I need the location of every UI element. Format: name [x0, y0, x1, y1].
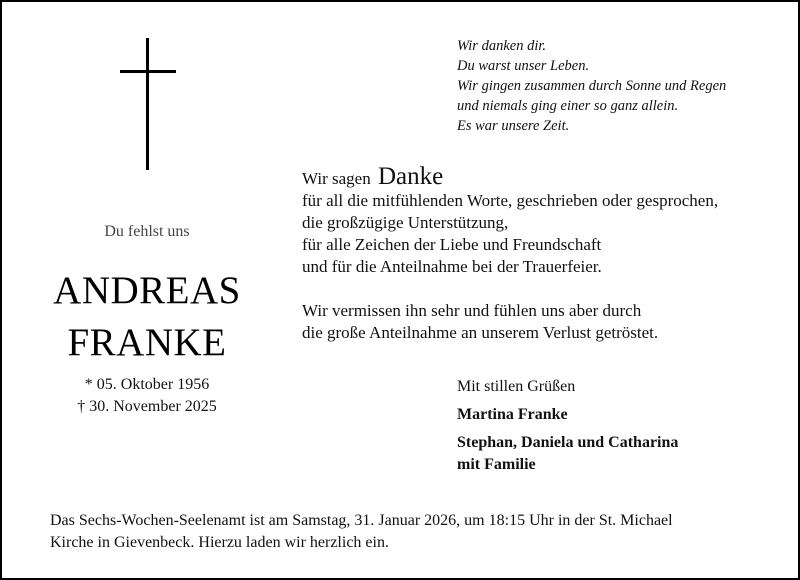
cross-icon	[120, 38, 176, 170]
poem	[457, 36, 726, 136]
death-date: † 30. November 2025	[77, 398, 217, 415]
poem-line: Es war unsere Zeit.	[457, 118, 570, 134]
thanks-line: Wir vermissen ihn sehr und fühlen uns aber durch	[302, 301, 642, 320]
thanks-line: und für die Anteilnahme bei der Trauerfeier.	[302, 257, 602, 276]
thanks-section	[302, 163, 719, 344]
deceased-first-name: ANDREAS	[53, 269, 241, 312]
thanks-line: für alle Zeichen der Liebe und Freundschaft	[302, 235, 602, 254]
notice-line: Kirche in Gievenbeck. Hierzu laden wir herzlich ein.	[50, 534, 389, 551]
thanks-line: die großzügige Unterstützung,	[302, 213, 509, 232]
thanks-intro: Wir sagen	[302, 169, 371, 188]
thanks-heading	[302, 163, 718, 190]
birth-date: * 05. Oktober 1956	[84, 376, 210, 393]
thanks-line: die große Anteilnahme an unserem Verlust getröstet.	[302, 323, 659, 342]
thanks-headline: Danke	[377, 163, 444, 190]
signer-family: mit Familie	[457, 456, 536, 473]
signer-names: Stephan, Daniela und Catharina	[457, 434, 679, 451]
signer-name: Martina Franke	[457, 406, 568, 423]
signature-block	[457, 376, 678, 476]
service-notice	[50, 510, 770, 554]
poem-line: Wir danken dir.	[457, 38, 547, 54]
notice-line: Das Sechs-Wochen-Seelenamt ist am Samstag, 31. Januar 2026, um 18:15 Uhr in der St. Michael	[50, 512, 673, 529]
poem-line: Du warst unser Leben.	[457, 58, 590, 74]
thanks-paragraph-2	[302, 300, 718, 344]
life-dates	[42, 374, 252, 418]
tagline: Du fehlst uns	[104, 223, 190, 240]
deceased-last-name: FRANKE	[67, 321, 227, 364]
greeting: Mit stillen Grüßen	[457, 378, 576, 395]
thanks-line: für all die mitfühlenden Worte, geschrieben oder gesprochen,	[302, 191, 719, 210]
thanks-body	[302, 190, 718, 278]
poem-line: und niemals ging einer so ganz allein.	[457, 98, 679, 114]
poem-line: Wir gingen zusammen durch Sonne und Regen	[457, 78, 727, 94]
